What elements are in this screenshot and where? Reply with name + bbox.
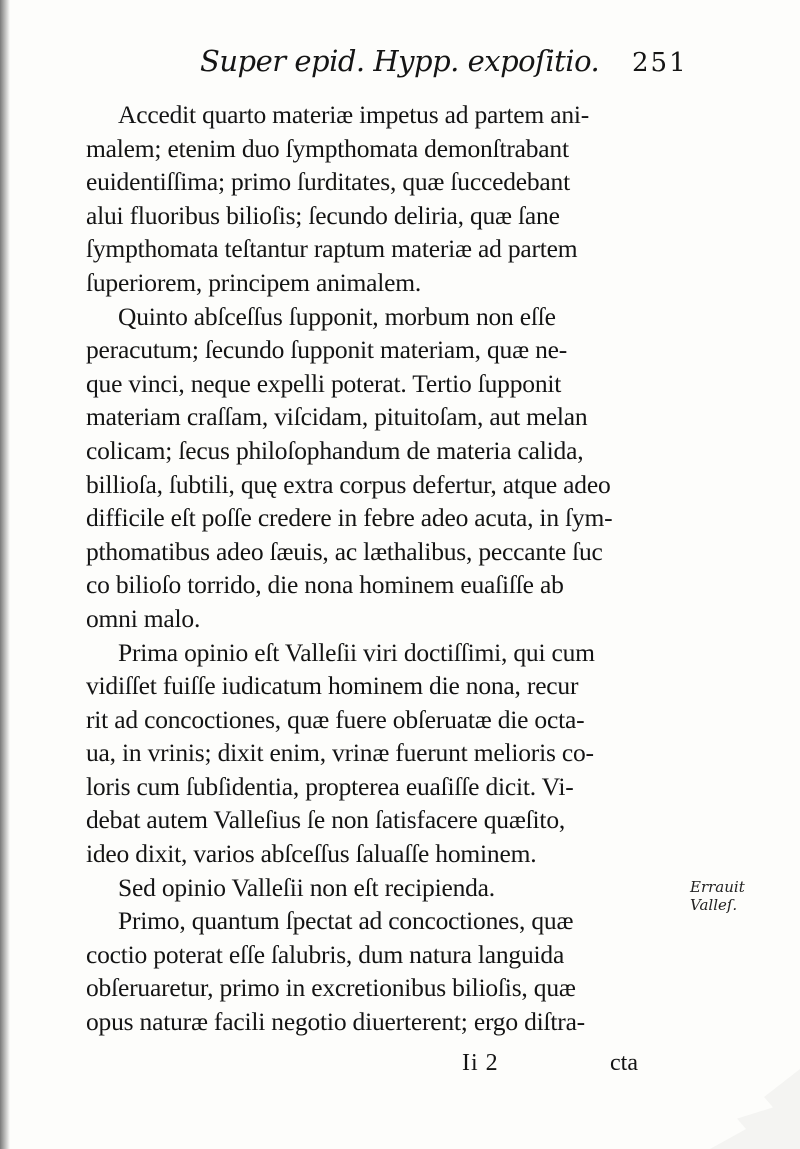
- text-line: debat autem Valleſius ſe non ſatisfacere quæſito,: [86, 805, 566, 835]
- text-line: ſuperiorem, principem animalem.: [86, 267, 422, 297]
- text-line: ſympthomata teſtantur raptum materiæ ad partem: [86, 234, 578, 264]
- text-line: alui fluoribus bilioſis; ſecundo deliria, quæ ſane: [86, 200, 560, 230]
- page-footer: [462, 1050, 662, 1082]
- text-line: Primo, quantum ſpectat ad concoctiones, quæ: [118, 906, 574, 936]
- text-line: colicam; ſecus philoſophandum de materia calida,: [86, 435, 584, 465]
- signature-mark: Ii 2: [462, 1050, 499, 1076]
- torn-corner: [710, 1069, 800, 1149]
- text-line: co bilioſo torrido, die nona hominem euaſiſſe ab: [86, 570, 564, 600]
- text-line: Accedit quarto materiæ impetus ad partem ani-: [118, 100, 590, 129]
- text-line: difficile eſt poſſe credere in febre adeo acuta, in ſym-: [86, 503, 613, 533]
- text-line: vidiſſet fuiſſe iudicatum hominem die nona, recur: [86, 671, 579, 701]
- margin-note: Errauit Valleſ.: [690, 878, 745, 914]
- text-line: euidentiſſima; primo ſurditates, quæ ſuccedebant: [86, 167, 570, 197]
- text-line: Quinto abſceſſus ſupponit, morbum non eſſe: [118, 301, 556, 331]
- page-header: [200, 44, 688, 88]
- text-line: billioſa, ſubtili, quę extra corpus defertur, atque adeo: [86, 469, 611, 499]
- body-text: [86, 98, 696, 1039]
- text-line: omni malo.: [86, 603, 201, 633]
- text-line: Prima opinio eſt Valleſii viri doctiſſimi, qui cum: [118, 637, 595, 667]
- page-number: 251: [632, 48, 688, 78]
- text-line: pthomatibus adeo ſæuis, ac læthalibus, peccante ſuc: [86, 536, 603, 566]
- text-line: rit ad concoctiones, quæ fuere obſeruatæ die octa-: [86, 704, 585, 734]
- text-line: ideo dixit, varios abſceſſus ſaluaſſe hominem.: [86, 839, 537, 869]
- text-line: obſeruaretur, primo in excretionibus bilioſis, quæ: [86, 973, 576, 1003]
- text-line: malem; etenim duo ſympthomata demonſtrabant: [86, 133, 569, 163]
- catchword: cta: [610, 1050, 638, 1076]
- text-line: peracutum; ſecundo ſupponit materiam, quæ ne-: [86, 335, 568, 365]
- running-head: Super epid. Hypp. expoſitio.: [200, 44, 600, 78]
- text-line: coctio poterat eſſe ſalubris, dum natura languida: [86, 939, 565, 969]
- text-line: loris cum ſubſidentia, propterea euaſiſſe dicit. Vi-: [86, 771, 574, 801]
- text-line: ua, in vrinis; dixit enim, vrinæ fuerunt melioris co-: [86, 738, 594, 768]
- text-line: que vinci, neque expelli poterat. Tertio ſupponit: [86, 368, 562, 398]
- text-line: materiam craſſam, viſcidam, pituitoſam, aut melan: [86, 402, 588, 432]
- text-line: opus naturæ facili negotio diuerterent; ergo diſtra-: [86, 1007, 585, 1037]
- text-line: Sed opinio Valleſii non eſt recipienda.: [118, 872, 495, 902]
